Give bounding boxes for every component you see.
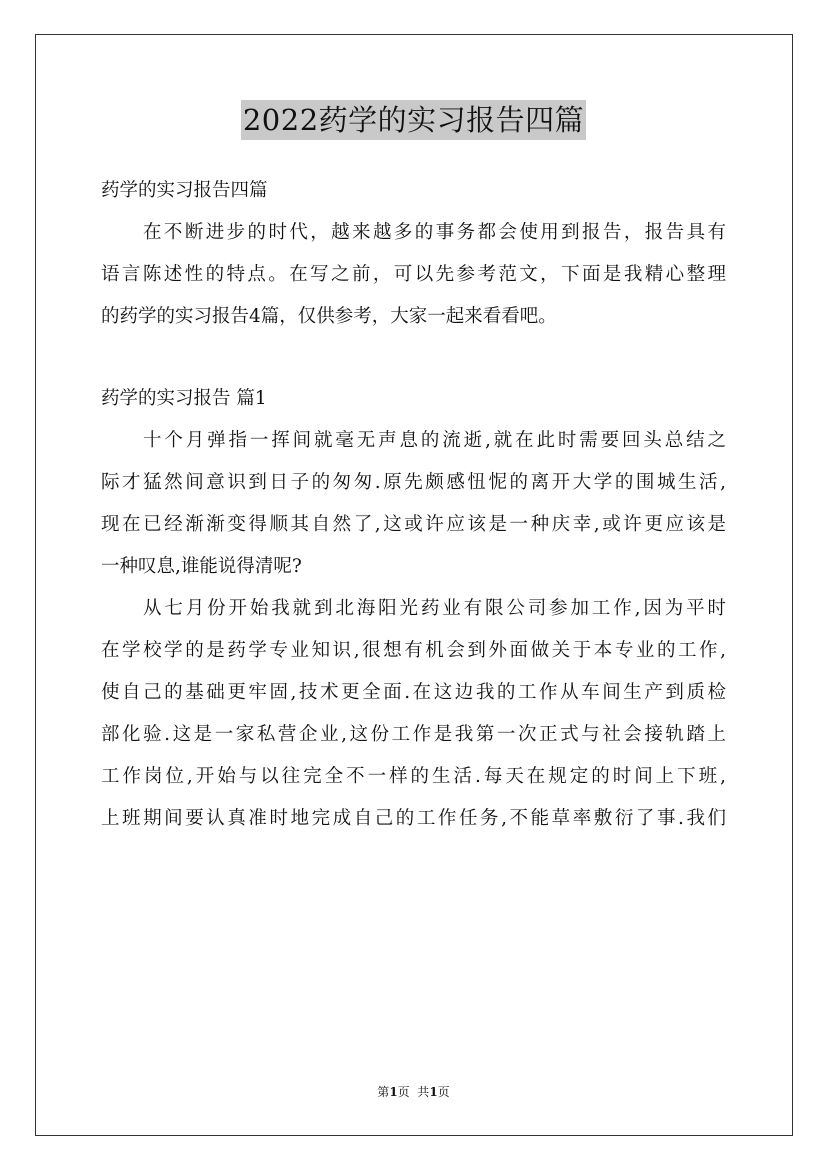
page-number-current: 1 (389, 1085, 398, 1099)
section-heading: 药学的实习报告 篇1 (101, 388, 267, 409)
paragraph-line: 一种叹息,谁能说得清呢? (101, 556, 302, 577)
intro-line: 语言陈述性的特点。在写之前，可以先参考范文，下面是我精心整理 (101, 264, 726, 285)
paragraph-line: 部化验.这是一家私营企业,这份工作是我第一次正式与社会接轨踏上 (101, 724, 726, 745)
footer-text: 第 (377, 1085, 390, 1099)
paragraph-line: 使自己的基础更牢固,技术更全面.在这边我的工作从车间生产到质检 (101, 682, 726, 703)
page-number-total: 1 (429, 1085, 438, 1099)
footer-text: 页 共 (397, 1085, 430, 1099)
paragraph-line: 在学校学的是药学专业知识,很想有机会到外面做关于本专业的工作, (101, 640, 726, 661)
document-subtitle: 药学的实习报告四篇 (101, 180, 268, 201)
paragraph-line: 从七月份开始我就到北海阳光药业有限公司参加工作,因为平时 (143, 598, 726, 619)
document-title: 2022药学的实习报告四篇 (241, 100, 586, 140)
intro-line: 的药学的实习报告4篇，仅供参考，大家一起来看看吧。 (101, 306, 557, 327)
paragraph-line: 工作岗位,开始与以往完全不一样的生活.每天在规定的时间上下班, (101, 766, 726, 787)
page-footer (0, 1084, 827, 1100)
paragraph-line: 际才猛然间意识到日子的匆匆.原先颇感忸怩的离开大学的围城生活, (101, 472, 726, 493)
intro-line: 在不断进步的时代，越来越多的事务都会使用到报告，报告具有 (143, 222, 726, 243)
document-body (101, 170, 726, 840)
title-container (0, 100, 827, 140)
footer-text: 页 (437, 1085, 450, 1099)
paragraph-line: 十个月弹指一挥间就毫无声息的流逝,就在此时需要回头总结之 (143, 430, 726, 451)
paragraph-line: 上班期间要认真准时地完成自己的工作任务,不能草率敷衍了事.我们 (101, 808, 726, 829)
spacer (101, 338, 726, 378)
paragraph-line: 现在已经渐渐变得顺其自然了,这或许应该是一种庆幸,或许更应该是 (101, 514, 726, 535)
